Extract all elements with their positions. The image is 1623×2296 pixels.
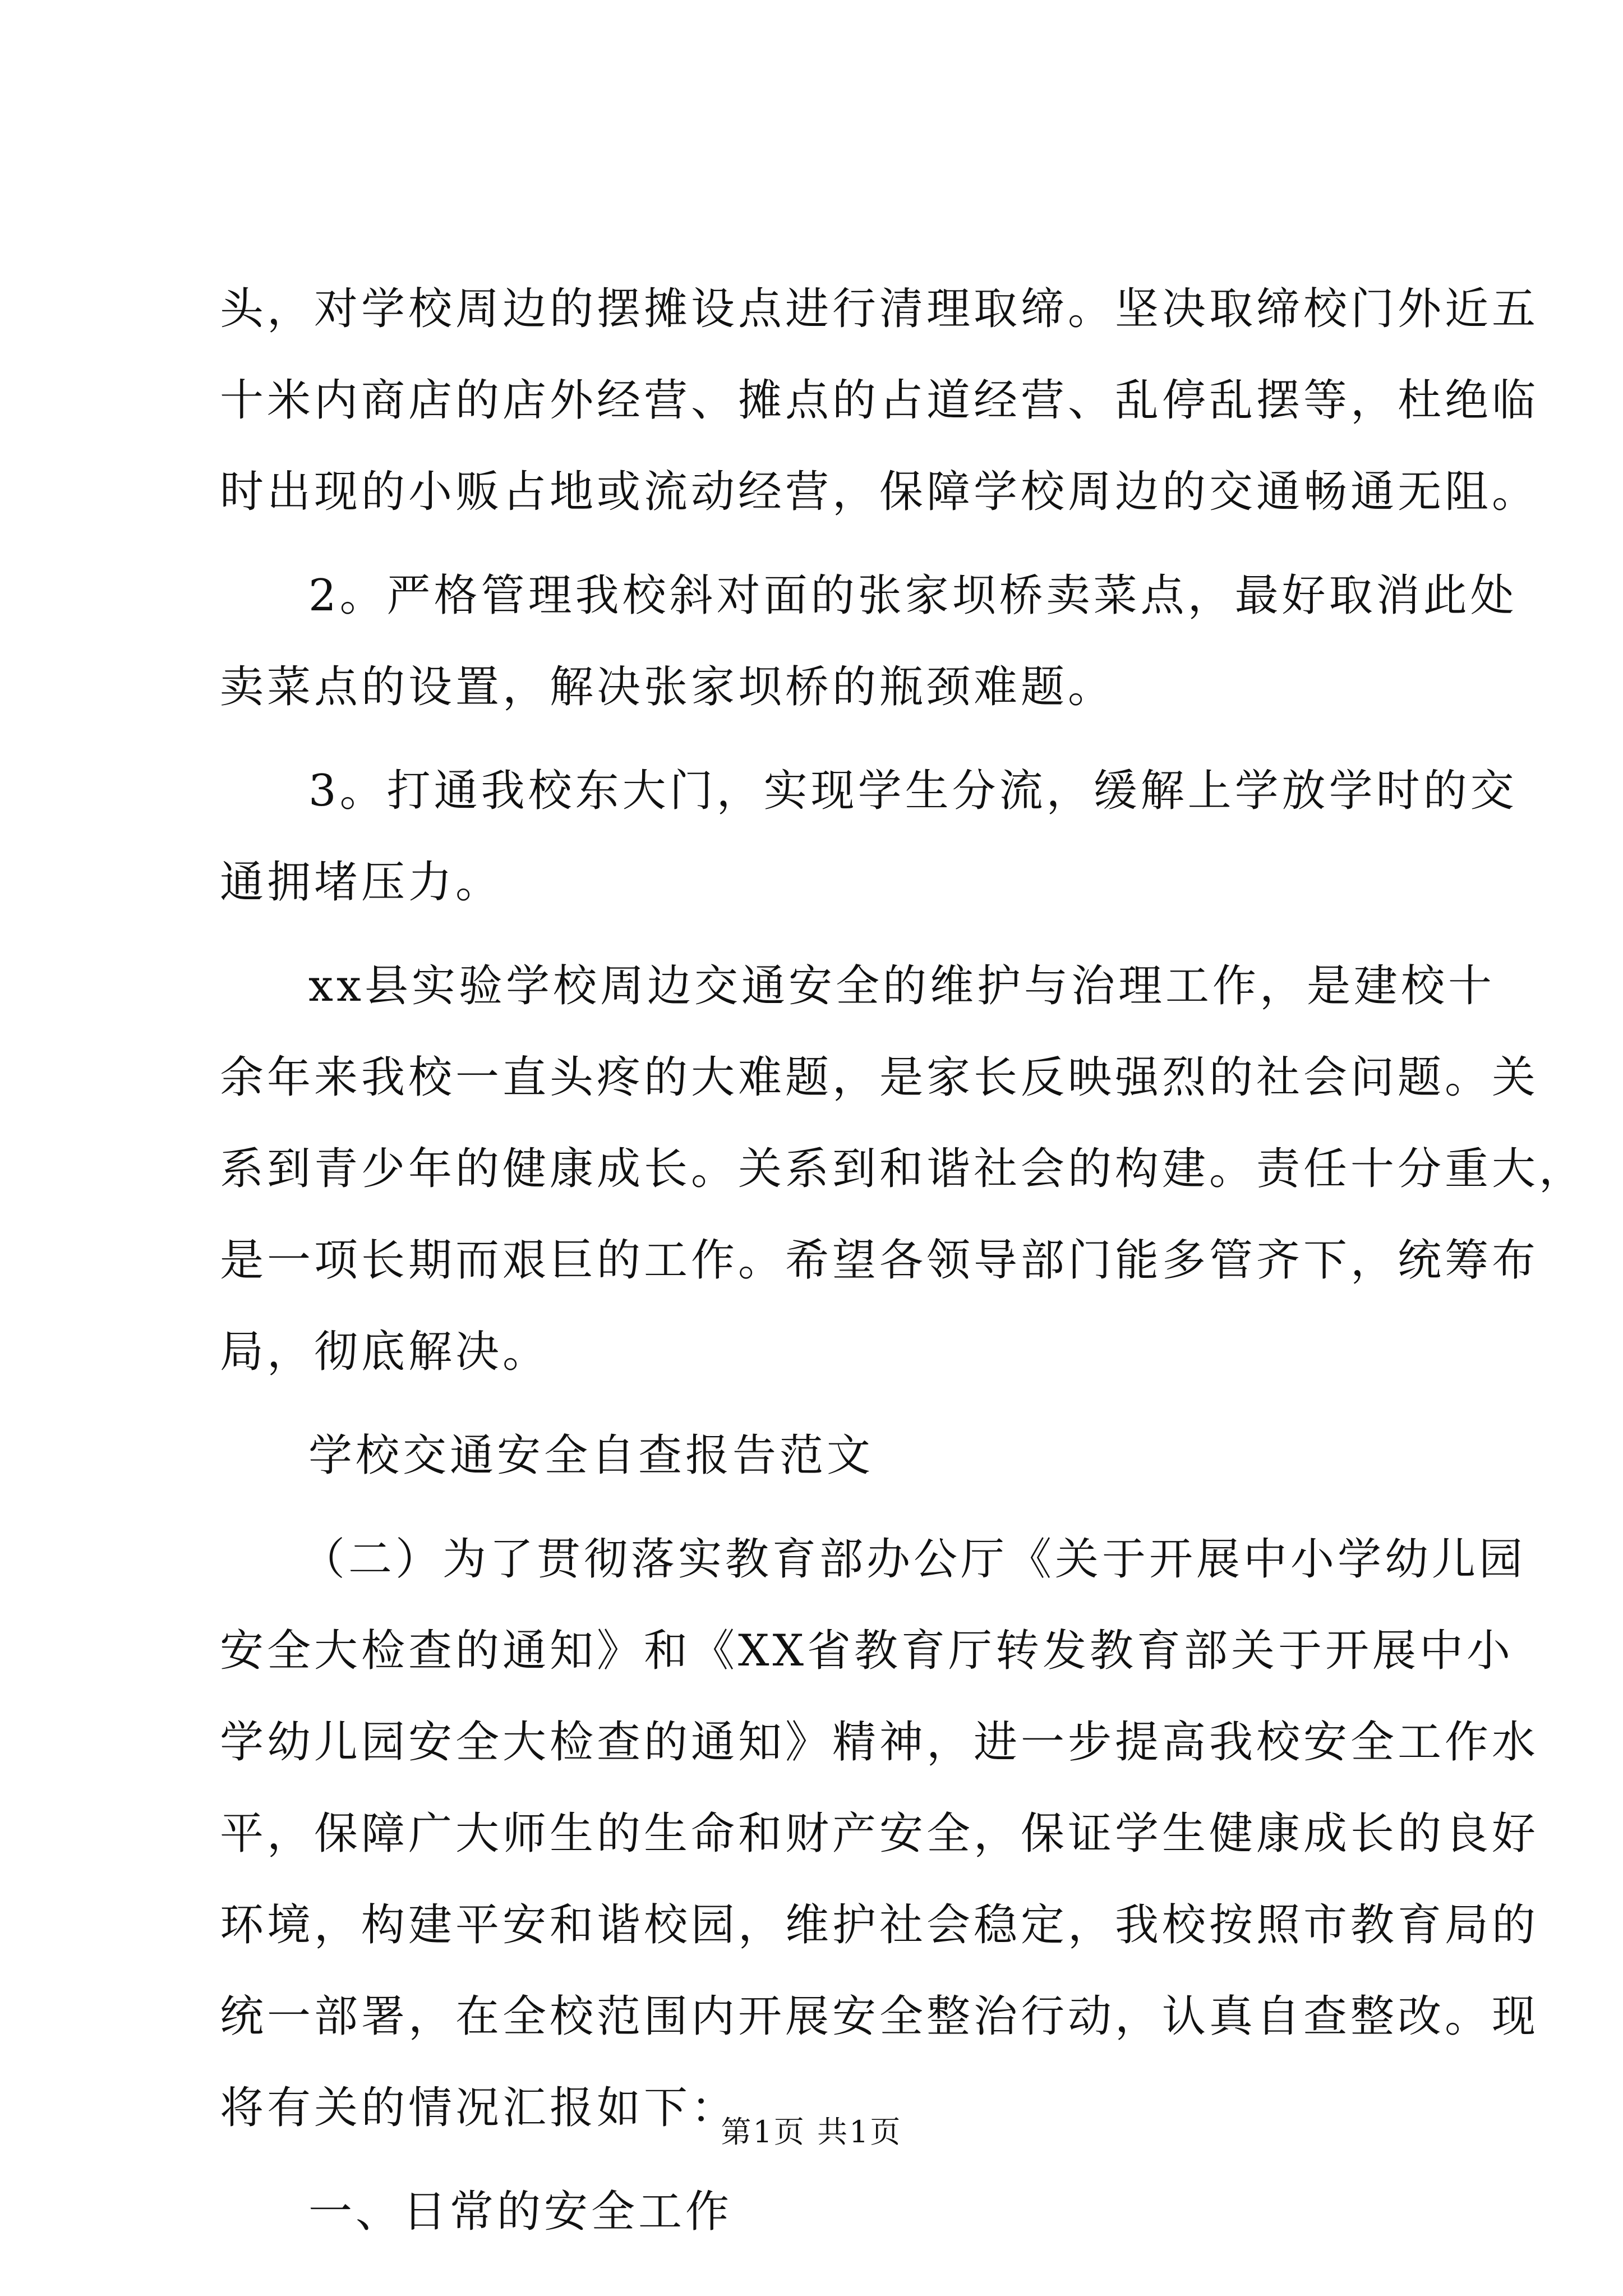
text-line-6: 3。打通我校东大门，实现学生分流，缓解上学放学时的交 bbox=[308, 766, 1518, 816]
text-line-9: 余年来我校一直头疼的大难题，是家长反映强烈的社会问题。关 bbox=[220, 1052, 1539, 1103]
text-line-1: 头，对学校周边的摆摊设点进行清理取缔。坚决取缔校门外近五 bbox=[220, 284, 1539, 334]
text-line-7: 通拥堵压力。 bbox=[220, 857, 503, 908]
text-line-11: 是一项长期而艰巨的工作。希望各领导部门能多管齐下，统筹布 bbox=[220, 1235, 1539, 1286]
subsection-heading: 一、日常的安全工作 bbox=[308, 2187, 733, 2237]
text-line-20: 将有关的情况汇报如下： bbox=[220, 2083, 739, 2133]
text-line-3: 时出现的小贩占地或流动经营，保障学校周边的交通畅通无阻。 bbox=[220, 467, 1539, 517]
text-line-5: 卖菜点的设置，解决张家坝桥的瓶颈难题。 bbox=[220, 662, 1115, 712]
text-line-17: 平，保障广大师生的生命和财产安全，保证学生健康成长的良好 bbox=[220, 1809, 1539, 1859]
text-line-19: 统一部署，在全校范围内开展安全整治行动，认真自查整改。现 bbox=[220, 1991, 1539, 2042]
text-line-12: 局，彻底解决。 bbox=[220, 1327, 550, 1377]
page-footer: 第1页 共1页 bbox=[721, 2114, 902, 2150]
section-heading: 学校交通安全自查报告范文 bbox=[308, 1430, 874, 1481]
text-line-18: 环境，构建平安和谐校园，维护社会稳定，我校按照市教育局的 bbox=[220, 1900, 1539, 1950]
text-line-14: （二）为了贯彻落实教育部办公厅《关于开展中小学幼儿园 bbox=[301, 1534, 1527, 1585]
text-line-8: xx县实验学校周边交通安全的维护与治理工作，是建校十 bbox=[308, 961, 1495, 1011]
document-body bbox=[220, 264, 1587, 2258]
text-line-15: 安全大检查的通知》和《XX省教育厅转发教育部关于开展中小 bbox=[220, 1626, 1514, 1676]
text-line-2: 十米内商店的店外经营、摊点的占道经营、乱停乱摆等，杜绝临 bbox=[220, 375, 1539, 426]
text-line-4: 2。严格管理我校斜对面的张家坝桥卖菜点，最好取消此处 bbox=[308, 570, 1518, 621]
text-line-10: 系到青少年的健康成长。关系到和谐社会的构建。责任十分重大， bbox=[220, 1144, 1587, 1194]
text-line-16: 学幼儿园安全大检查的通知》精神，进一步提高我校安全工作水 bbox=[220, 1717, 1539, 1768]
